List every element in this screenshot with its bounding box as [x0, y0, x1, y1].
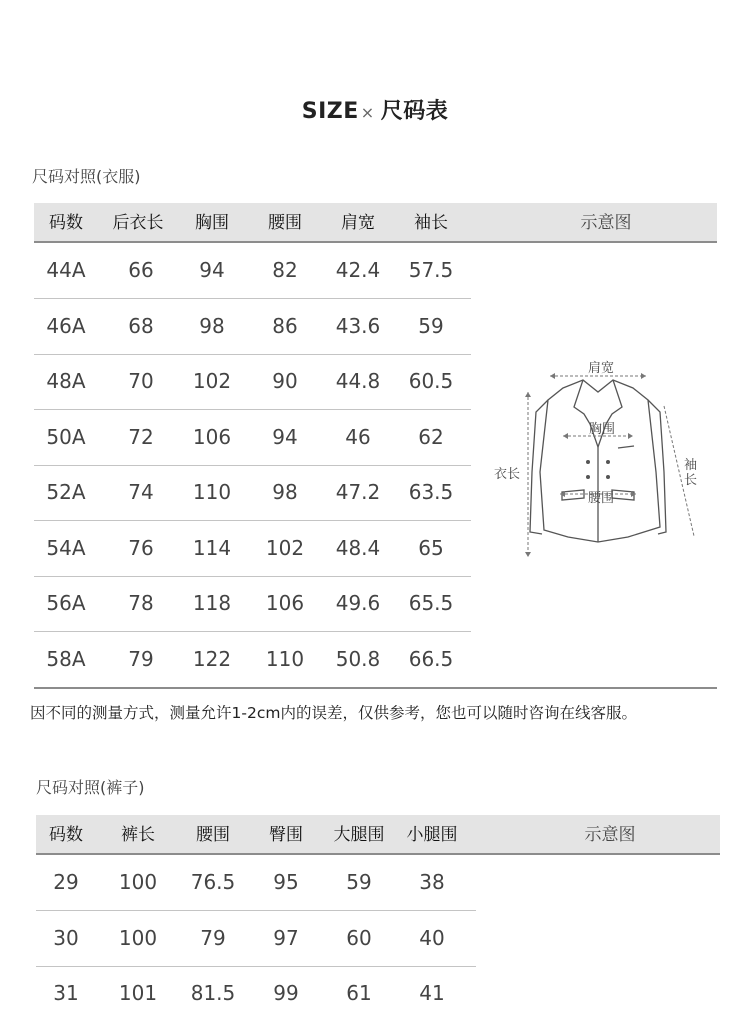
page-title [0, 94, 750, 125]
title-text: 尺码表 [380, 99, 449, 124]
table-cell: 38 [419, 870, 445, 894]
table-cell: 98 [199, 313, 225, 338]
pants-header-cell: 大腿围 [333, 825, 385, 845]
pants-section-label: 尺码对照(裤子) [36, 778, 145, 797]
table-cell: 78 [128, 591, 154, 615]
table-cell: 68 [128, 313, 154, 338]
table-cell: 102 [192, 369, 232, 393]
table-cell: 66.5 [408, 646, 454, 671]
jacket-diagram [488, 352, 708, 562]
table-cell: 106 [192, 424, 232, 449]
table-cell: 97 [273, 925, 299, 950]
table-row [34, 354, 471, 409]
table-cell: 99 [273, 981, 299, 1005]
jacket-header-cell: 后衣长 [112, 213, 164, 233]
table-cell: 50A [46, 424, 86, 449]
table-cell: 72 [128, 424, 154, 449]
table-cell: 70 [128, 369, 154, 393]
table-cell: 40 [419, 925, 445, 950]
table-cell: 100 [118, 870, 158, 894]
table-cell: 46A [46, 313, 86, 338]
table-cell: 59 [346, 870, 372, 894]
table-cell: 41 [419, 981, 445, 1005]
pants-header-cell: 小腿围 [406, 825, 458, 845]
table-cell: 63.5 [408, 480, 454, 504]
jacket-header-cell: 码数 [49, 213, 83, 233]
table-cell: 100 [118, 925, 158, 950]
jacket-header-cell: 胸围 [195, 213, 229, 233]
table-cell: 106 [265, 591, 305, 615]
table-row [34, 576, 471, 631]
table-cell: 114 [192, 535, 232, 560]
table-cell: 76 [128, 535, 154, 560]
jacket-table-bottom-border [34, 687, 717, 689]
table-cell: 54A [46, 535, 86, 560]
table-cell: 30 [53, 925, 79, 950]
table-cell: 74 [128, 480, 154, 504]
table-row [36, 855, 476, 910]
table-cell: 122 [192, 646, 232, 671]
table-cell: 81.5 [190, 981, 236, 1005]
jacket-outline-icon [488, 352, 708, 562]
pants-header-cell: 臀围 [269, 825, 303, 845]
table-cell: 52A [46, 480, 86, 504]
table-cell: 58A [46, 646, 86, 671]
table-cell: 61 [346, 981, 372, 1005]
jacket-diagram-header: 示意图 [580, 213, 632, 233]
table-cell: 29 [53, 870, 79, 894]
jacket-table-header [34, 203, 717, 243]
table-cell: 65.5 [408, 591, 454, 615]
table-cell: 95 [273, 870, 299, 894]
table-cell: 43.6 [335, 313, 381, 338]
jacket-header-cell: 袖长 [414, 213, 448, 233]
table-cell: 46 [345, 424, 371, 449]
table-row [34, 465, 471, 520]
pants-diagram-header: 示意图 [584, 825, 636, 845]
jacket-header-cell: 腰围 [268, 213, 302, 233]
table-cell: 31 [53, 981, 79, 1005]
table-cell: 47.2 [335, 480, 381, 504]
table-row [34, 632, 471, 687]
table-row [36, 966, 476, 1021]
table-cell: 66 [128, 258, 154, 282]
table-cell: 110 [265, 646, 305, 671]
table-cell: 42.4 [335, 258, 381, 282]
diagram-label-shoulder: 肩宽 [588, 361, 615, 376]
title-size: SIZE [301, 99, 359, 124]
table-cell: 48A [46, 369, 86, 393]
table-cell: 76.5 [190, 870, 236, 894]
jacket-header-cell: 肩宽 [341, 213, 375, 233]
table-cell: 57.5 [408, 258, 454, 282]
table-row [34, 243, 471, 298]
pants-header-cell: 腰围 [196, 825, 230, 845]
table-cell: 60 [346, 925, 372, 950]
table-cell: 60.5 [408, 369, 454, 393]
table-row [34, 521, 471, 576]
table-cell: 82 [272, 258, 298, 282]
title-cross: × [360, 103, 375, 122]
table-cell: 102 [265, 535, 305, 560]
table-cell: 44.8 [335, 369, 381, 393]
diagram-label-sleeve: 袖长 [684, 458, 698, 488]
jacket-section-label: 尺码对照(衣服) [32, 167, 141, 186]
table-cell: 49.6 [335, 591, 381, 615]
table-cell: 65 [418, 535, 444, 560]
table-cell: 56A [46, 591, 86, 615]
table-row [34, 299, 471, 354]
table-cell: 94 [199, 258, 225, 282]
table-cell: 94 [272, 424, 298, 449]
table-cell: 86 [272, 313, 298, 338]
table-cell: 48.4 [335, 535, 381, 560]
table-cell: 79 [128, 646, 154, 671]
table-cell: 62 [418, 424, 444, 449]
diagram-label-chest: 胸围 [589, 422, 616, 437]
measurement-note: 因不同的测量方式，测量允许1-2cm内的误差，仅供参考，您也可以随时咨询在线客服。 [30, 704, 637, 722]
table-cell: 59 [418, 313, 444, 338]
table-cell: 98 [272, 480, 298, 504]
table-row [36, 911, 476, 966]
table-row [34, 410, 471, 465]
pants-header-cell: 裤长 [121, 825, 155, 845]
table-cell: 90 [272, 369, 298, 393]
table-cell: 79 [200, 925, 226, 950]
diagram-label-length: 衣长 [494, 467, 521, 482]
table-cell: 44A [46, 258, 86, 282]
pants-table-header [36, 815, 720, 855]
table-cell: 110 [192, 480, 232, 504]
diagram-label-waist: 腰围 [588, 491, 615, 506]
pants-header-cell: 码数 [49, 825, 83, 845]
table-cell: 118 [192, 591, 232, 615]
table-cell: 50.8 [335, 646, 381, 671]
table-cell: 101 [118, 981, 158, 1005]
